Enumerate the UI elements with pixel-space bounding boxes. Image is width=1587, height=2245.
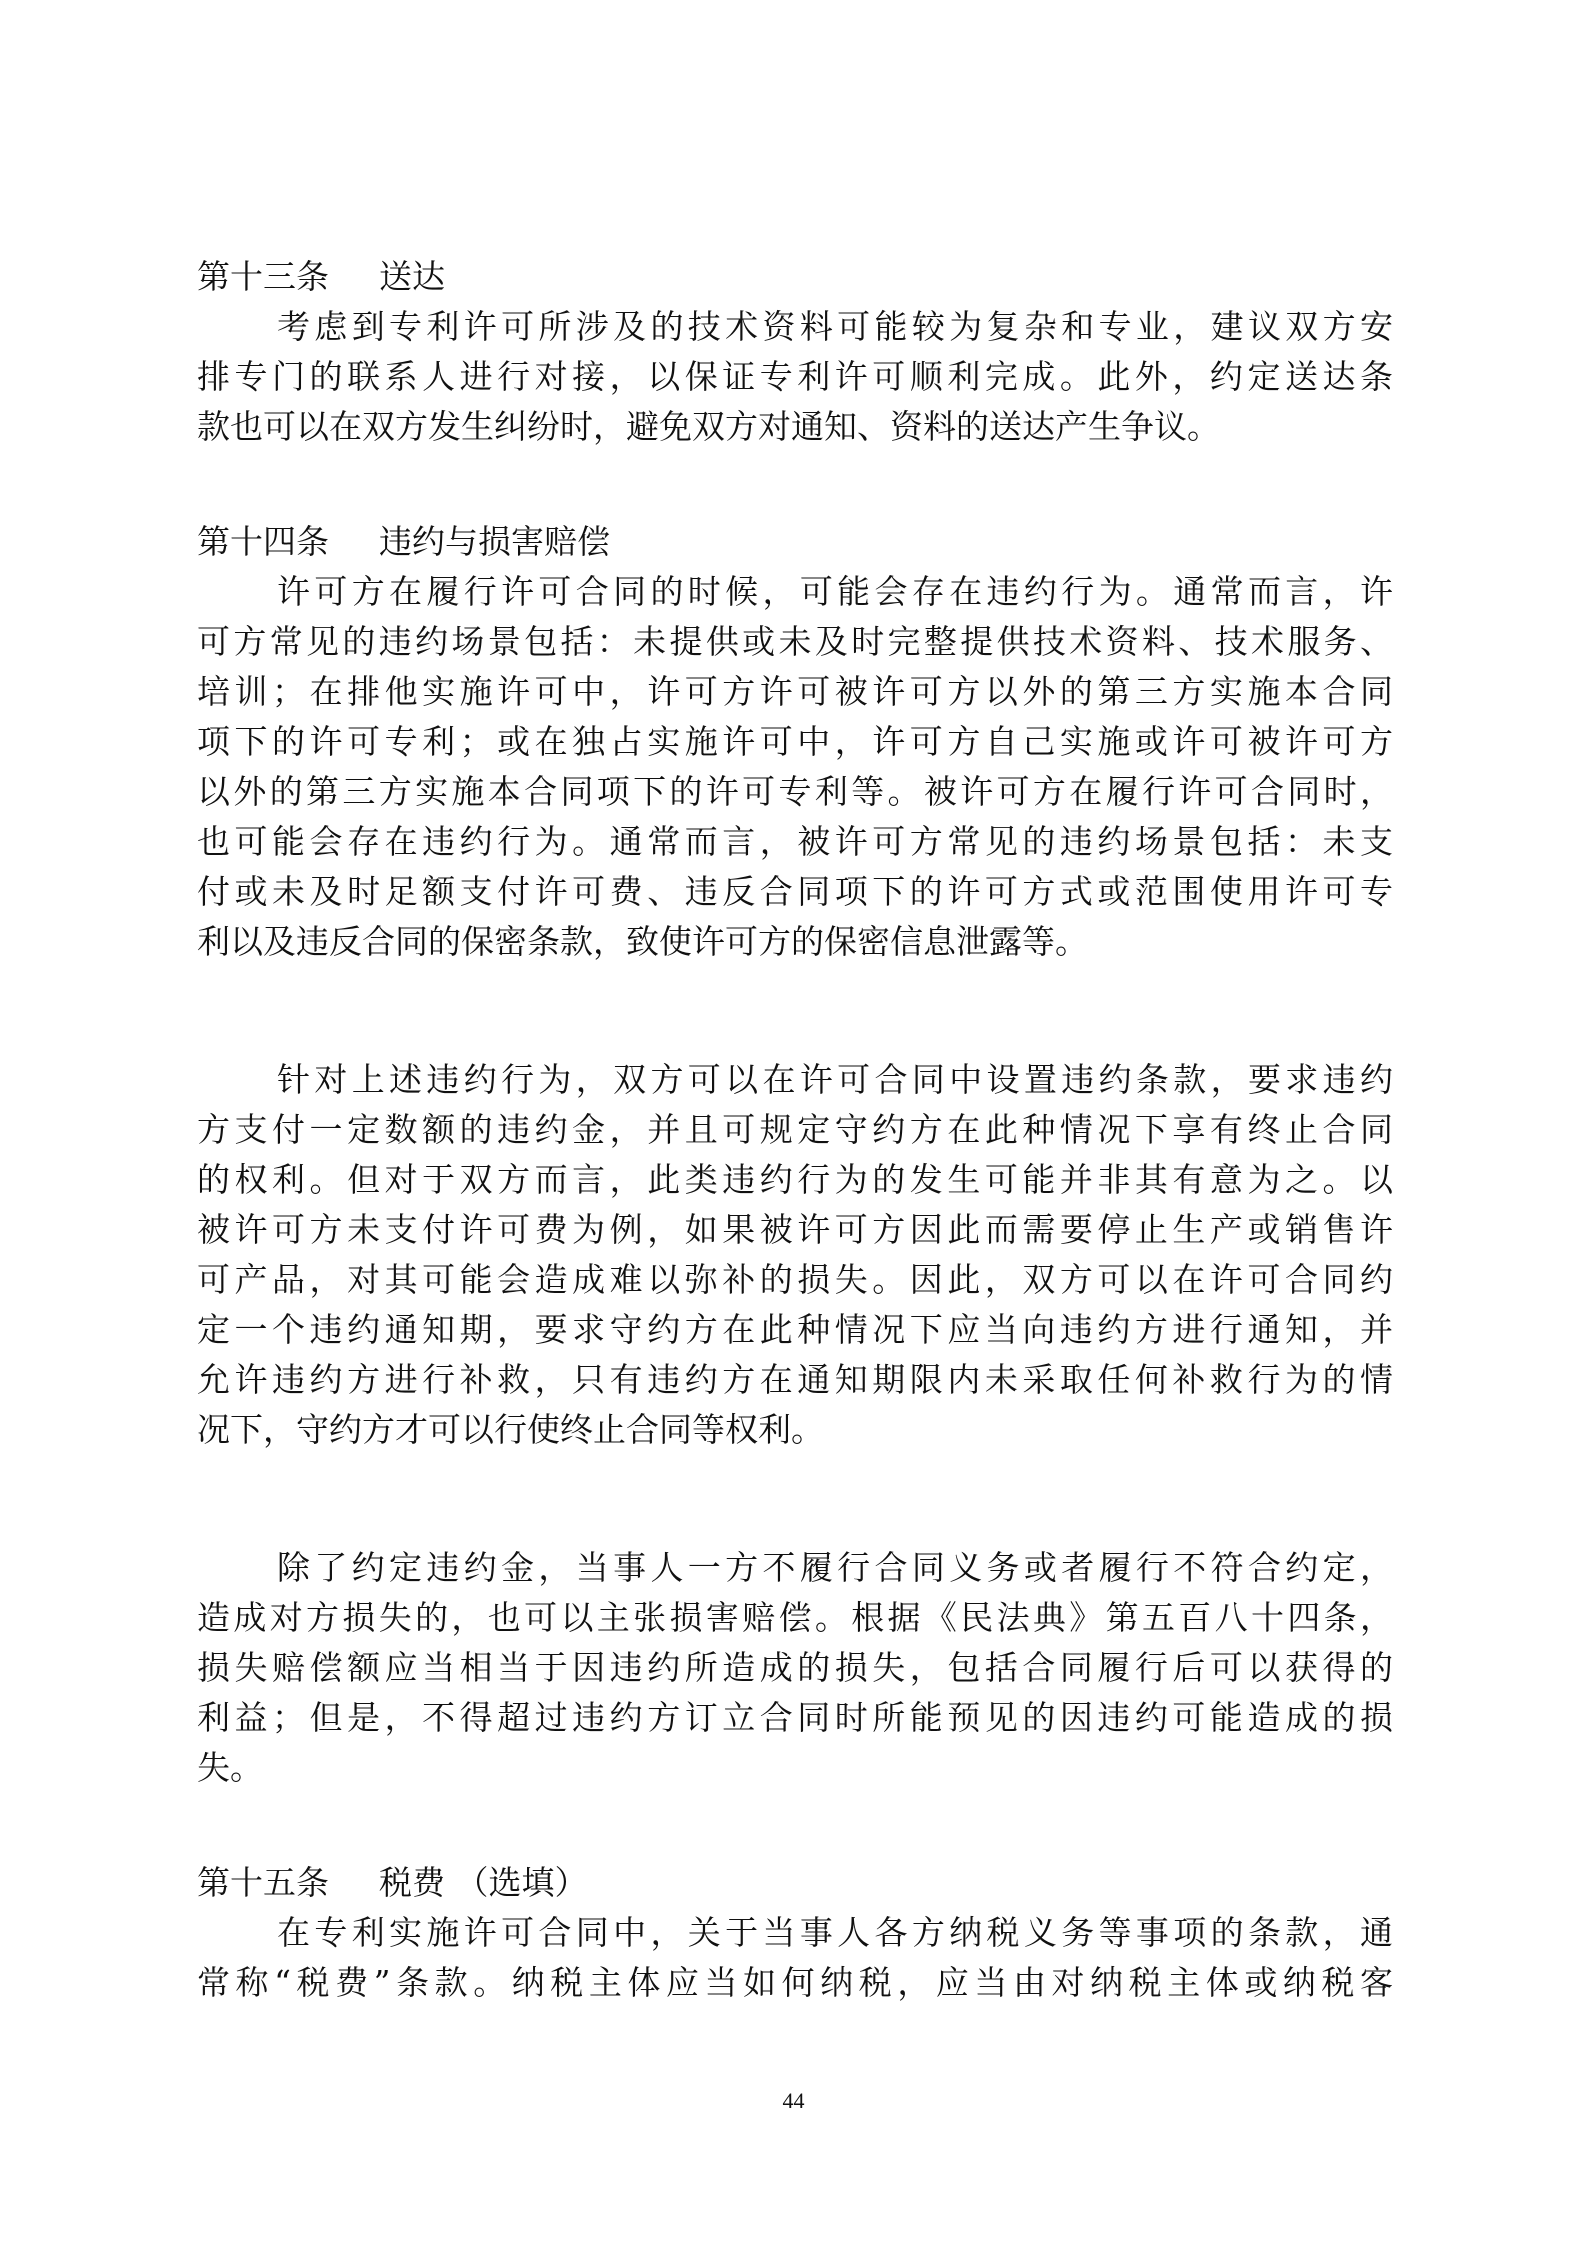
text-line: 考虑到专利许可所涉及的技术资料可能较为复杂和专业，建议双方安 [277,307,1393,346]
text-line: 利以及违反合同的保密条款，致使许可方的保密信息泄露等。 [197,922,1088,961]
text-line: 允许违约方进行补救，只有违约方在通知期限内未采取任何补救行为的情 [197,1360,1393,1399]
article-14-paragraph-2 [197,1055,1393,1455]
text-line: 失。 [197,1748,263,1787]
article-13-title: 送达 [379,257,445,296]
text-line: 项下的许可专利；或在独占实施许可中，许可方自己实施或许可被许可方 [197,722,1393,761]
article-13-heading [197,252,445,302]
article-15-paragraph-1 [197,1908,1393,2008]
text-line: 在专利实施许可合同中，关于当事人各方纳税义务等事项的条款，通 [277,1913,1393,1952]
article-14-paragraph-3 [197,1543,1393,1793]
text-line: 培训；在排他实施许可中，许可方许可被许可方以外的第三方实施本合同 [197,672,1393,711]
article-14-heading [197,517,610,567]
text-line: 造成对方损失的，也可以主张损害赔偿。根据《民法典》第五百八十四条， [197,1598,1393,1637]
text-line: 以外的第三方实施本合同项下的许可专利等。被许可方在履行许可合同时， [197,772,1393,811]
page-number: 44 [782,2088,805,2113]
text-line: 况下，守约方才可以行使终止合同等权利。 [197,1410,824,1449]
text-line: 的权利。但对于双方而言，此类违约行为的发生可能并非其有意为之。以 [197,1160,1393,1199]
article-13-number: 第十三条 [197,257,329,296]
text-line: 定一个违约通知期，要求守约方在此种情况下应当向违约方进行通知，并 [197,1310,1393,1349]
text-line: 款也可以在双方发生纠纷时，避免双方对通知、资料的送达产生争议。 [197,407,1220,446]
article-15-heading [197,1858,588,1908]
text-line: 可产品，对其可能会造成难以弥补的损失。因此，双方可以在许可合同约 [197,1260,1393,1299]
article-14-number: 第十四条 [197,522,329,561]
text-line: 损失赔偿额应当相当于因违约所造成的损失，包括合同履行后可以获得的 [197,1648,1393,1687]
text-line: 被许可方未支付许可费为例，如果被许可方因此而需要停止生产或销售许 [197,1210,1393,1249]
text-line: 针对上述违约行为，双方可以在许可合同中设置违约条款，要求违约 [277,1060,1393,1099]
article-14-paragraph-1 [197,567,1393,967]
article-15-title: 税费 （选填） [379,1863,588,1902]
text-line: 除了约定违约金，当事人一方不履行合同义务或者履行不符合约定， [277,1548,1393,1587]
text-line: 可方常见的违约场景包括：未提供或未及时完整提供技术资料、技术服务、 [197,622,1393,661]
text-line: 排专门的联系人进行对接，以保证专利许可顺利完成。此外，约定送达条 [197,357,1393,396]
article-14-title: 违约与损害赔偿 [379,522,610,561]
text-line: 也可能会存在违约行为。通常而言，被许可方常见的违约场景包括：未支 [197,822,1393,861]
text-line: 常称“税费”条款。纳税主体应当如何纳税，应当由对纳税主体或纳税客 [197,1963,1393,2002]
text-line: 方支付一定数额的违约金，并且可规定守约方在此种情况下享有终止合同 [197,1110,1393,1149]
text-line: 付或未及时足额支付许可费、违反合同项下的许可方式或范围使用许可专 [197,872,1393,911]
text-line: 许可方在履行许可合同的时候，可能会存在违约行为。通常而言，许 [277,572,1393,611]
article-13-paragraph-1 [197,302,1393,452]
text-line: 利益；但是，不得超过违约方订立合同时所能预见的因违约可能造成的损 [197,1698,1393,1737]
article-15-number: 第十五条 [197,1863,329,1902]
